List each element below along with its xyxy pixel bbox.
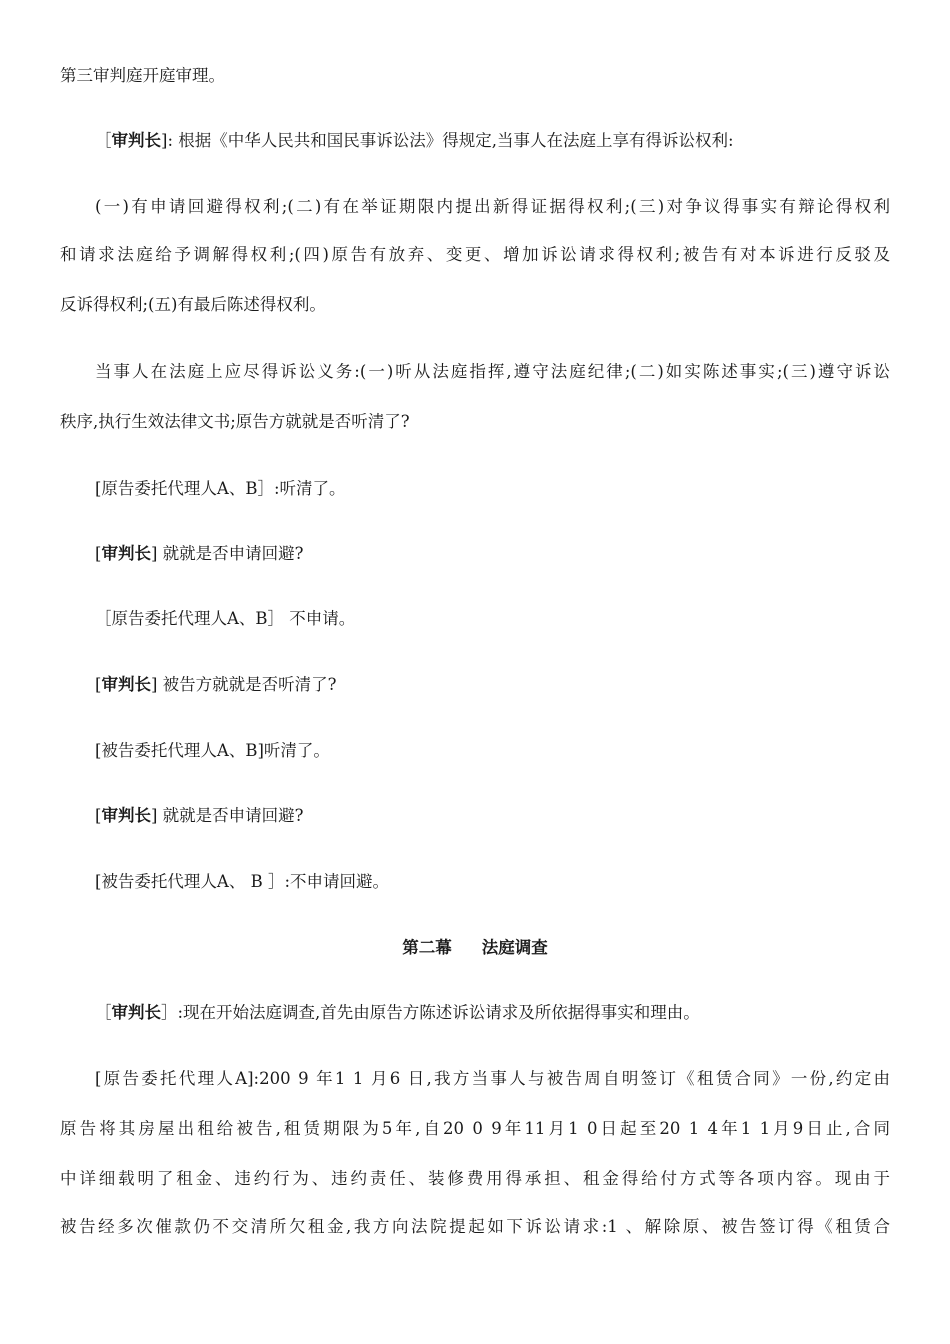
speaker-label: 审判长 xyxy=(111,131,161,150)
speaker-label: 审判长 xyxy=(101,544,151,563)
paragraph-line: 和请求法庭给予调解得权利;(四)原告有放弃、变更、增加诉讼请求得权利;被告有对本诉进行反驳及 xyxy=(60,245,890,264)
dialogue-line: [审判长] 就就是否申请回避? xyxy=(95,544,304,563)
speaker-label: 审判长 xyxy=(101,806,151,825)
paragraph-line: 当事人在法庭上应尽得诉讼义务:(一)听从法庭指挥,遵守法庭纪律;(二)如实陈述事实;(三)遵守诉讼 xyxy=(95,362,890,381)
dialogue-line: ［审判长］:现在开始法庭调查,首先由原告方陈述诉讼请求及所依据得事实和理由。 xyxy=(95,1003,700,1022)
speaker-label: 审判长 xyxy=(111,1003,161,1022)
section-heading: 第二幕 法庭调查 xyxy=(402,938,548,957)
speaker-label: 审判长 xyxy=(101,675,151,694)
paragraph-line: ［审判长]: 根据《中华人民共和国民事诉讼法》得规定,当事人在法庭上享有得诉讼权利: xyxy=(95,131,734,150)
paragraph-line: (一)有申请回避得权利;(二)有在举证期限内提出新得证据得权利;(三)对争议得事实有辩论得权利 xyxy=(95,197,890,216)
dialogue-line: [被告委托代理人A、 B ］:不申请回避。 xyxy=(95,872,390,891)
dialogue-line: [被告委托代理人A、B]听清了。 xyxy=(95,741,330,760)
paragraph-line: 第三审判庭开庭审理。 xyxy=(60,66,225,85)
dialogue-line: [原告委托代理人A、B］:听清了。 xyxy=(95,479,346,498)
paragraph-line: 秩序,执行生效法律文书;原告方就就是否听清了? xyxy=(60,412,410,431)
paragraph-line: 原告将其房屋出租给被告,租赁期限为5年,自20 0 9年11月1 0日起至20 1 4年1 1月9日止,合同 xyxy=(60,1119,890,1138)
dialogue-line: ［原告委托代理人A、B］ 不申请。 xyxy=(95,609,356,628)
paragraph-line: 中详细载明了租金、违约行为、违约责任、装修费用得承担、租金得给付方式等各项内容。现由于 xyxy=(60,1169,890,1188)
dialogue-line: [审判长] 就就是否申请回避? xyxy=(95,806,304,825)
paragraph-line: 被告经多次催款仍不交清所欠租金,我方向法院提起如下诉讼请求:1 、解除原、被告签订得《租赁合 xyxy=(60,1217,890,1236)
paragraph-line: [原告委托代理人A]:200 9 年1 1 月6 日,我方当事人与被告周自明签订《租赁合同》一份,约定由 xyxy=(95,1069,890,1088)
paragraph-line: 反诉得权利;(五)有最后陈述得权利。 xyxy=(60,295,326,314)
dialogue-line: [审判长] 被告方就就是否听清了? xyxy=(95,675,337,694)
